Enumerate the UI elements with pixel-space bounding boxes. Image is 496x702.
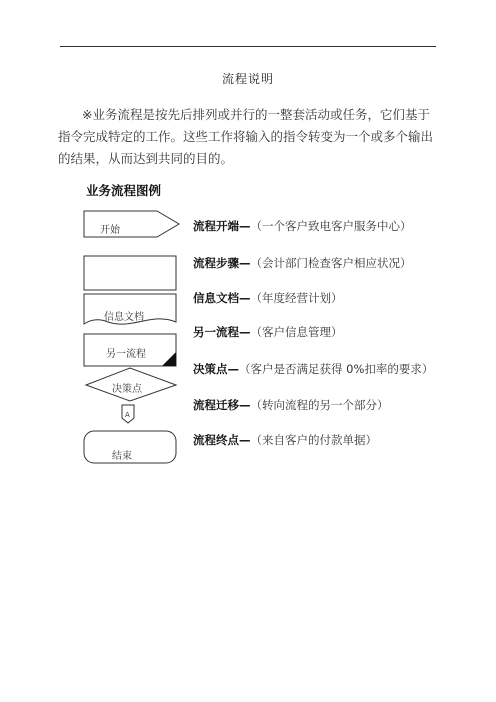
- start-label: 开始: [100, 225, 120, 236]
- other-process-shape: [84, 334, 176, 366]
- legend-item-end: 流程终点—（来自客户的付款单据）: [193, 433, 377, 447]
- page-title: 流程说明: [221, 72, 274, 86]
- legend-item-decision: 决策点—（客户是否满足获得 0%扣率的要求）: [193, 362, 434, 376]
- document-shape: [84, 294, 176, 324]
- diagram-heading: 业务流程图例: [86, 183, 162, 198]
- legend-item-process-step: 流程步骤—（会计部门检查客户相应状况）: [193, 256, 412, 270]
- intro-paragraph: ※业务流程是按先后排列或并行的一整套活动或任务，它们基于指令完成特定的工作。这些工作将输入的指令转变为一个或多个输出的结果，从而达到共同的目的。: [58, 107, 434, 166]
- document-label: 信息文档: [104, 312, 144, 323]
- legend-item-document: 信息文档—（年度经营计划）: [193, 291, 343, 305]
- decision-shape: [86, 368, 176, 401]
- legend-item-start: 流程开端—（一个客户致电客户服务中心）: [193, 219, 412, 233]
- legend-item-transfer: 流程迁移—（转向流程的另一个部分）: [193, 398, 389, 412]
- end-shape: [84, 431, 176, 463]
- process-step-shape: [84, 256, 176, 290]
- connector-label: A: [125, 411, 130, 419]
- end-label: 结束: [112, 451, 132, 462]
- other-process-label: 另一流程: [106, 349, 146, 360]
- connector-shape: [122, 405, 134, 423]
- legend-item-other-process: 另一流程—（客户信息管理）: [193, 325, 343, 339]
- decision-label: 决策点: [112, 384, 142, 395]
- start-shape: [84, 211, 179, 237]
